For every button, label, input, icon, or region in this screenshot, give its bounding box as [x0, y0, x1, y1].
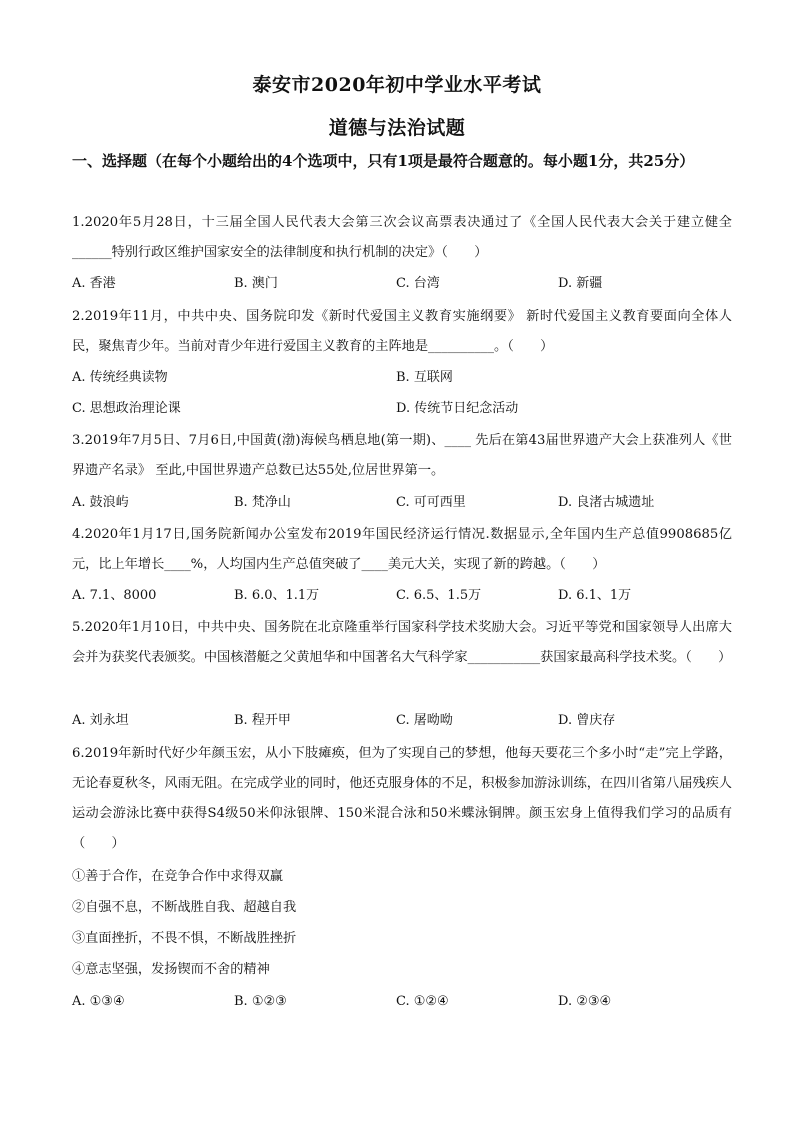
statement-4: ④意志坚强，发扬锲而不舍的精神: [72, 962, 270, 977]
option-a[interactable]: A. 香港: [72, 276, 116, 291]
option-b[interactable]: B. 澳门: [234, 276, 278, 291]
question-4-stem: 4.2020年1月17日,国务院新闻办公室发布2019年国民经济运行情况.数据显示,全年国内生产总值9908685亿元，比上年增长____%，人均国内生产总值突破了____美元大关，实现了新的跨越。（ ）: [72, 527, 732, 572]
option-d[interactable]: D. 曾庆存: [558, 713, 616, 728]
option-d[interactable]: D. 传统节日纪念活动: [396, 401, 519, 416]
question-2-options-row1: [72, 363, 732, 393]
section-heading: 一、选择题（在每个小题给出的4个选项中，只有1项是最符合题意的。每小题1分，共25分）: [72, 152, 695, 170]
option-c[interactable]: C. ①②④: [396, 994, 449, 1009]
option-d[interactable]: D. 良渚古城遗址: [558, 495, 655, 510]
option-a[interactable]: A. 鼓浪屿: [72, 495, 129, 510]
option-c[interactable]: C. 台湾: [396, 276, 440, 291]
option-a[interactable]: A. 7.1、8000: [72, 588, 157, 603]
question-5-options: [72, 706, 732, 736]
option-b[interactable]: B. 梵净山: [234, 495, 291, 510]
option-c[interactable]: C. 屠呦呦: [396, 713, 453, 728]
question-2-stem: 2.2019年11月，中共中央、国务院印发《新时代爱国主义教育实施纲要》 新时代爱国主义教育要面向全体人民，聚焦青少年。当前对青少年进行爱国主义教育的主阵地是__________。（ ）: [72, 309, 732, 354]
option-c[interactable]: C. 可可西里: [396, 495, 466, 510]
option-a[interactable]: A. 刘永坦: [72, 713, 129, 728]
option-c[interactable]: C. 思想政治理论课: [72, 401, 181, 416]
option-b[interactable]: B. ①②③: [234, 994, 287, 1009]
exam-subtitle: 道德与法治试题: [328, 117, 466, 139]
statement-3: ③直面挫折，不畏不惧，不断战胜挫折: [72, 931, 297, 946]
question-2-options-row2: [72, 394, 732, 424]
question-1-stem: 1.2020年5月28日，十三届全国人民代表大会第三次会议高票表决通过了《全国人民代表大会关于建立健全______特别行政区维护国家安全的法律制度和执行机制的决定》（ ）: [72, 215, 732, 260]
option-a[interactable]: A. 传统经典读物: [72, 370, 168, 385]
question-5-stem: 5.2020年1月10日，中共中央、国务院在北京隆重举行国家科学技术奖励大会。习近平等党和国家领导人出席大会并为获奖代表颁奖。中国核潜艇之父黄旭华和中国著名大气科学家___________获国家最高科学技术奖。（ ）: [72, 620, 732, 665]
question-3-options: [72, 488, 732, 518]
option-a[interactable]: A. ①③④: [72, 994, 125, 1009]
question-4-options: [72, 581, 732, 611]
exam-title: 泰安市2020年初中学业水平考试: [252, 74, 542, 96]
option-d[interactable]: D. 新疆: [558, 276, 603, 291]
option-b[interactable]: B. 互联网: [396, 370, 453, 385]
statement-1: ①善于合作，在竞争合作中求得双赢: [72, 869, 283, 884]
option-c[interactable]: C. 6.5、1.5万: [396, 588, 482, 603]
option-d[interactable]: D. 6.1、1万: [558, 588, 632, 603]
option-b[interactable]: B. 程开甲: [234, 713, 291, 728]
option-b[interactable]: B. 6.0、1.1万: [234, 588, 320, 603]
question-6-stem: 6.2019年新时代好少年颜玉宏，从小下肢瘫痪，但为了实现自己的梦想，他每天要花三个多小时“走”完上学路，无论春夏秋冬，风雨无阻。在完成学业的同时，他还克服身体的不足，积极参加游泳训练，在四川省第八届残疾人运动会游泳比赛中获得S4级50米仰泳银牌、150米混合泳和50米蝶泳铜牌。颜玉宏身上值得我们学习的品质有（ ）: [72, 746, 732, 851]
statement-2: ②自强不息，不断战胜自我、超越自我: [72, 900, 297, 915]
question-3-stem: 3.2019年7月5日、7月6日,中国黄(渤)海候鸟栖息地(第一期)、____ 先后在第43届世界遗产大会上获准列人《世界遗产名录》 至此,中国世界遗产总数已达55处,位居世界第一。: [72, 433, 732, 478]
option-d[interactable]: D. ②③④: [558, 994, 612, 1009]
question-1-options: [72, 269, 732, 299]
question-6-options: [72, 987, 732, 1017]
